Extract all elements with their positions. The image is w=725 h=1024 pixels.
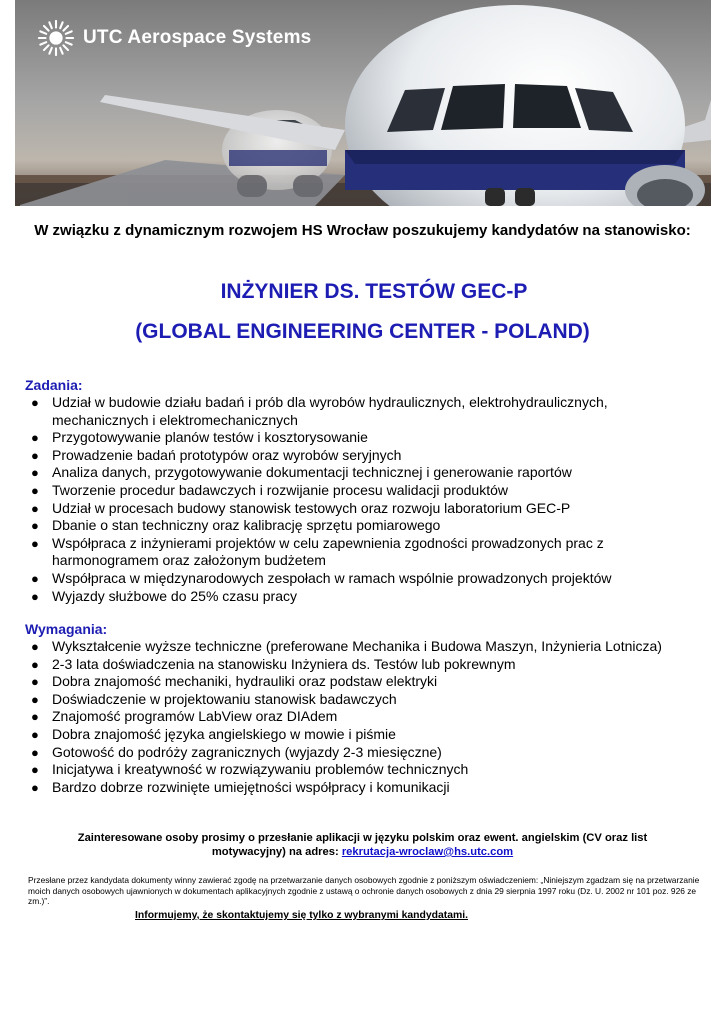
requirements-heading: Wymagania: [25,621,108,637]
bullet-icon: ● [31,447,39,463]
bullet-icon: ● [31,639,39,654]
job-subtitle: (GLOBAL ENGINEERING CENTER - POLAND) [135,320,590,343]
list-item: ● Inicjatywa i kreatywność w rozwiązywaniu problemów technicznych [31,761,469,778]
list-item: ● Bardzo dobrze rozwinięte umiejętności współpracy i komunikacji [31,778,450,795]
bullet-icon: ● [31,535,39,551]
list-item: ● Wykształcenie wyższe techniczne (preferowane Mechanika i Budowa Maszyn, Inżynieria Lotnicza) [31,638,662,654]
tasks-list [25,394,705,605]
list-item: ● Udział w budowie działu badań i prób dla wyrobów hydraulicznych, elektrohydraulicznych, mechanicznych i elektromechanicznych [31,394,608,428]
bullet-icon: ● [31,656,39,672]
list-item: ● Gotowość do podróży zagranicznych (wyjazdy 2-3 miesięczne) [31,743,442,760]
bullet-icon: ● [31,518,39,534]
intro-text: W związku z dynamicznym rozwojem HS Wrocław poszukujemy kandydatów na stanowisko: [34,222,691,239]
list-item: ● 2-3 lata doświadczenia na stanowisku Inżyniera ds. Testów lub pokrewnym [31,655,516,672]
list-item: ● Prowadzenie badań prototypów oraz wyrobów seryjnych [31,446,402,463]
list-item: ● Dobra znajomość mechaniki, hydrauliki oraz podstaw elektryki [31,673,438,690]
contact-note: Informujemy, że skontaktujemy się tylko z wybranymi kandydatami. [135,910,468,921]
application-instructions [40,831,685,859]
requirements-section [25,621,705,796]
list-item: ● Dbanie o stan techniczny oraz kalibrację sprzętu pomiarowego [31,517,441,534]
tasks-section [25,377,705,605]
bullet-icon: ● [31,779,39,795]
list-item: ● Doświadczenie w projektowaniu stanowisk badawczych [31,690,397,707]
bullet-icon: ● [31,430,39,446]
bullet-icon: ● [31,691,39,707]
list-item: ● Udział w procesach budowy stanowisk testowych oraz rozwoju laboratorium GEC-P [31,499,571,516]
bullet-icon: ● [31,709,39,725]
list-item: ● Dobra znajomość języka angielskiego w mowie i piśmie [31,725,396,742]
bullet-icon: ● [31,588,39,604]
utc-logo-icon [37,19,75,57]
bullet-icon: ● [31,395,39,410]
bullet-icon: ● [31,744,39,760]
bullet-icon: ● [31,726,39,742]
logo-text: UTC Aerospace Systems [83,27,312,48]
list-item: ● Analiza danych, przygotowywanie dokumentacji technicznej i generowanie raportów [31,464,572,481]
tasks-heading: Zadania: [25,377,83,393]
list-item: ● Tworzenie procedur badawczych i rozwijanie procesu walidacji produktów [31,481,508,498]
bullet-icon: ● [31,674,39,690]
list-item: ● Współpraca w międzynarodowych zespołach w ramach wspólnie prowadzonych projektów [31,569,612,586]
bullet-icon: ● [31,482,39,498]
list-item: ● Wyjazdy służbowe do 25% czasu pracy [31,587,297,604]
email-link[interactable]: rekrutacja-wroclaw@hs.utc.com [341,846,514,858]
data-consent-disclaimer: Przesłane przez kandydata dokumenty winny zawierać zgodę na przetwarzanie danych osobowych zgodnie z poniższym oświadczeniem: „Niniejszym zgadzam się na przetwarzanie moich danych osobowych ujawnionych w dokumentach aplikacyjnych zgodnie z ustawą o ochronie danych osobowych z dnia 29 sierpnia 1997 roku (Dz. U. 2002 nr 101 poz. 926 ze zm.)”. [28,875,700,907]
job-title: INŻYNIER DS. TESTÓW GEC-P [220,280,528,303]
bullet-icon: ● [31,465,39,481]
bullet-icon: ● [31,762,39,778]
bullet-icon: ● [31,500,39,516]
list-item: ● Współpraca z inżynierami projektów w celu zapewnienia zgodności prowadzonych prac z harmonogramem oraz założonym budżetem [31,534,604,569]
bullet-icon: ● [31,570,39,586]
requirements-list [25,638,705,796]
list-item: ● Przygotowywanie planów testów i kosztorysowanie [31,429,368,446]
list-item: ● Znajomość programów LabView oraz DIAdem [31,708,338,725]
application-text: Zainteresowane osoby prosimy o przesłanie aplikacji w języku polskim oraz ewent. angielskim (CV oraz list motywacyjny) na adres: [77,832,648,858]
header-banner [15,0,711,206]
company-logo [37,19,311,57]
